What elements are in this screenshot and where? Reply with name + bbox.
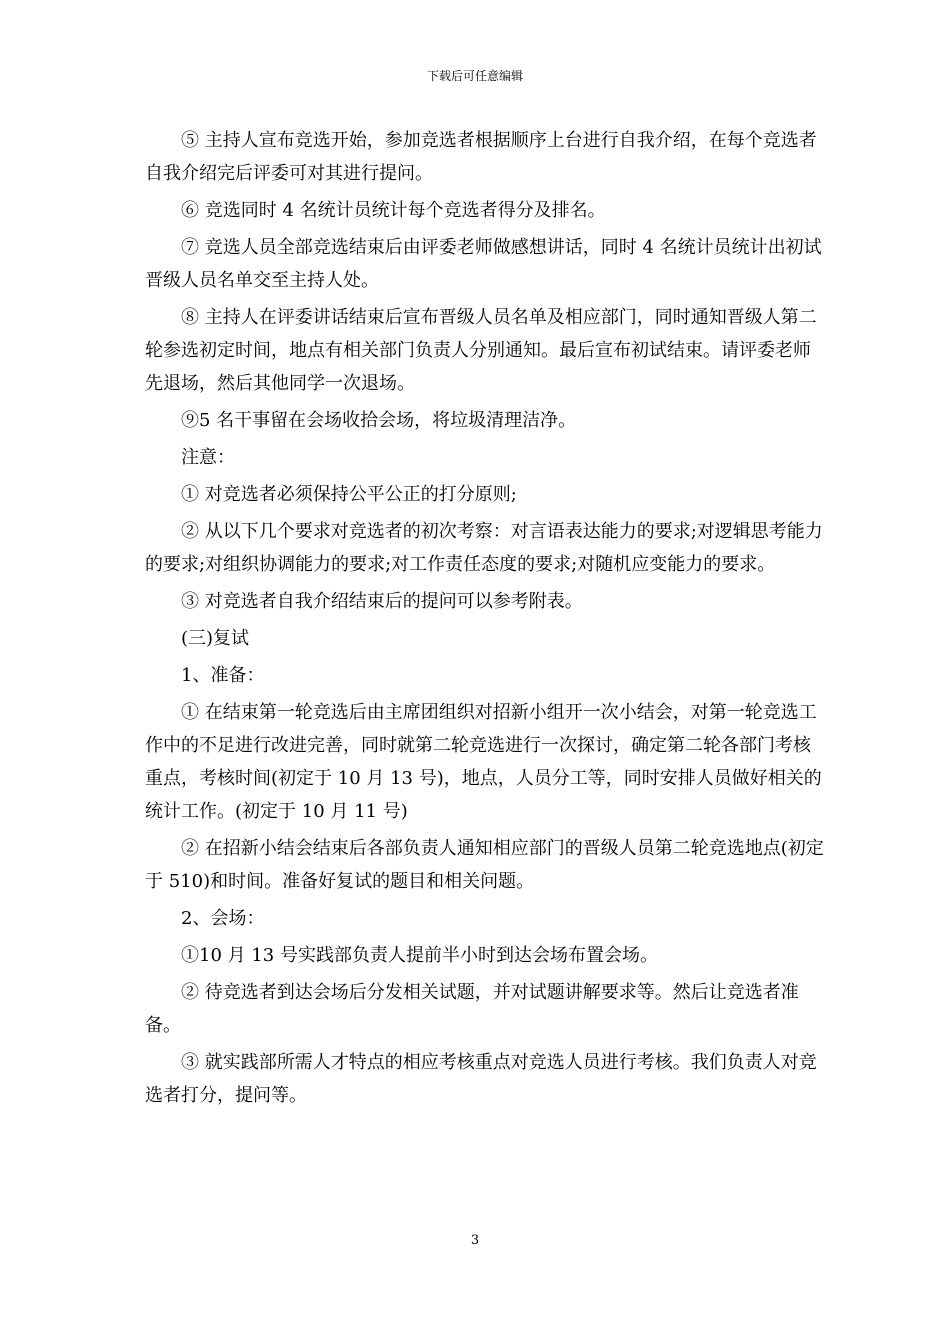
paragraph: ⑦ 竞选人员全部竞选结束后由评委老师做感想讲话，同时 4 名统计员统计出初试晋级人员名单交至主持人处。 — [145, 237, 822, 291]
document-body — [145, 124, 825, 1116]
paragraph: ① 在结束第一轮竞选后由主席团组织对招新小组开一次小结会，对第一轮竞选工作中的不足进行改进完善，同时就第二轮竞选进行一次探讨，确定第二轮各部门考核重点，考核时间(初定于 10 月 13 号)，地点，人员分工等，同时安排人员做好相关的统计工作。(初定于 10 月 11 号) — [145, 702, 822, 822]
subsection-heading: 1、准备： — [181, 665, 265, 686]
paragraph: ⑥ 竞选同时 4 名统计员统计每个竞选者得分及排名。 — [181, 200, 606, 221]
section-heading: (三)复试 — [181, 628, 250, 649]
paragraph: ② 从以下几个要求对竞选者的初次考察：对言语表达能力的要求;对逻辑思考能力的要求;对组织协调能力的要求;对工作责任态度的要求;对随机应变能力的要求。 — [145, 521, 823, 575]
subsection-heading: 2、会场： — [181, 908, 265, 929]
paragraph: ①10 月 13 号实践部负责人提前半小时到达会场布置会场。 — [181, 945, 658, 966]
paragraph: ① 对竞选者必须保持公平公正的打分原则; — [181, 484, 517, 505]
paragraph: ⑨5 名干事留在会场收拾会场，将垃圾清理洁净。 — [181, 410, 577, 431]
note-heading: 注意： — [181, 447, 235, 468]
page-number: 3 — [470, 1233, 480, 1248]
page-header: 下载后可任意编辑 — [426, 69, 523, 83]
paragraph: ⑧ 主持人在评委讲话结束后宣布晋级人员名单及相应部门，同时通知晋级人第二轮参选初定时间，地点有相关部门负责人分别通知。最后宣布初试结束。请评委老师先退场，然后其他同学一次退场。 — [145, 307, 817, 394]
paragraph: ⑤ 主持人宣布竞选开始，参加竞选者根据顺序上台进行自我介绍，在每个竞选者自我介绍完后评委可对其进行提问。 — [145, 130, 817, 184]
paragraph: ② 待竞选者到达会场后分发相关试题，并对试题讲解要求等。然后让竞选者准备。 — [145, 982, 799, 1036]
paragraph: ③ 对竞选者自我介绍结束后的提问可以参考附表。 — [181, 591, 583, 612]
paragraph: ③ 就实践部所需人才特点的相应考核重点对竞选人员进行考核。我们负责人对竞选者打分，提问等。 — [145, 1052, 817, 1106]
paragraph: ② 在招新小结会结束后各部负责人通知相应部门的晋级人员第二轮竞选地点(初定于 510)和时间。准备好复试的题目和相关问题。 — [145, 838, 824, 892]
